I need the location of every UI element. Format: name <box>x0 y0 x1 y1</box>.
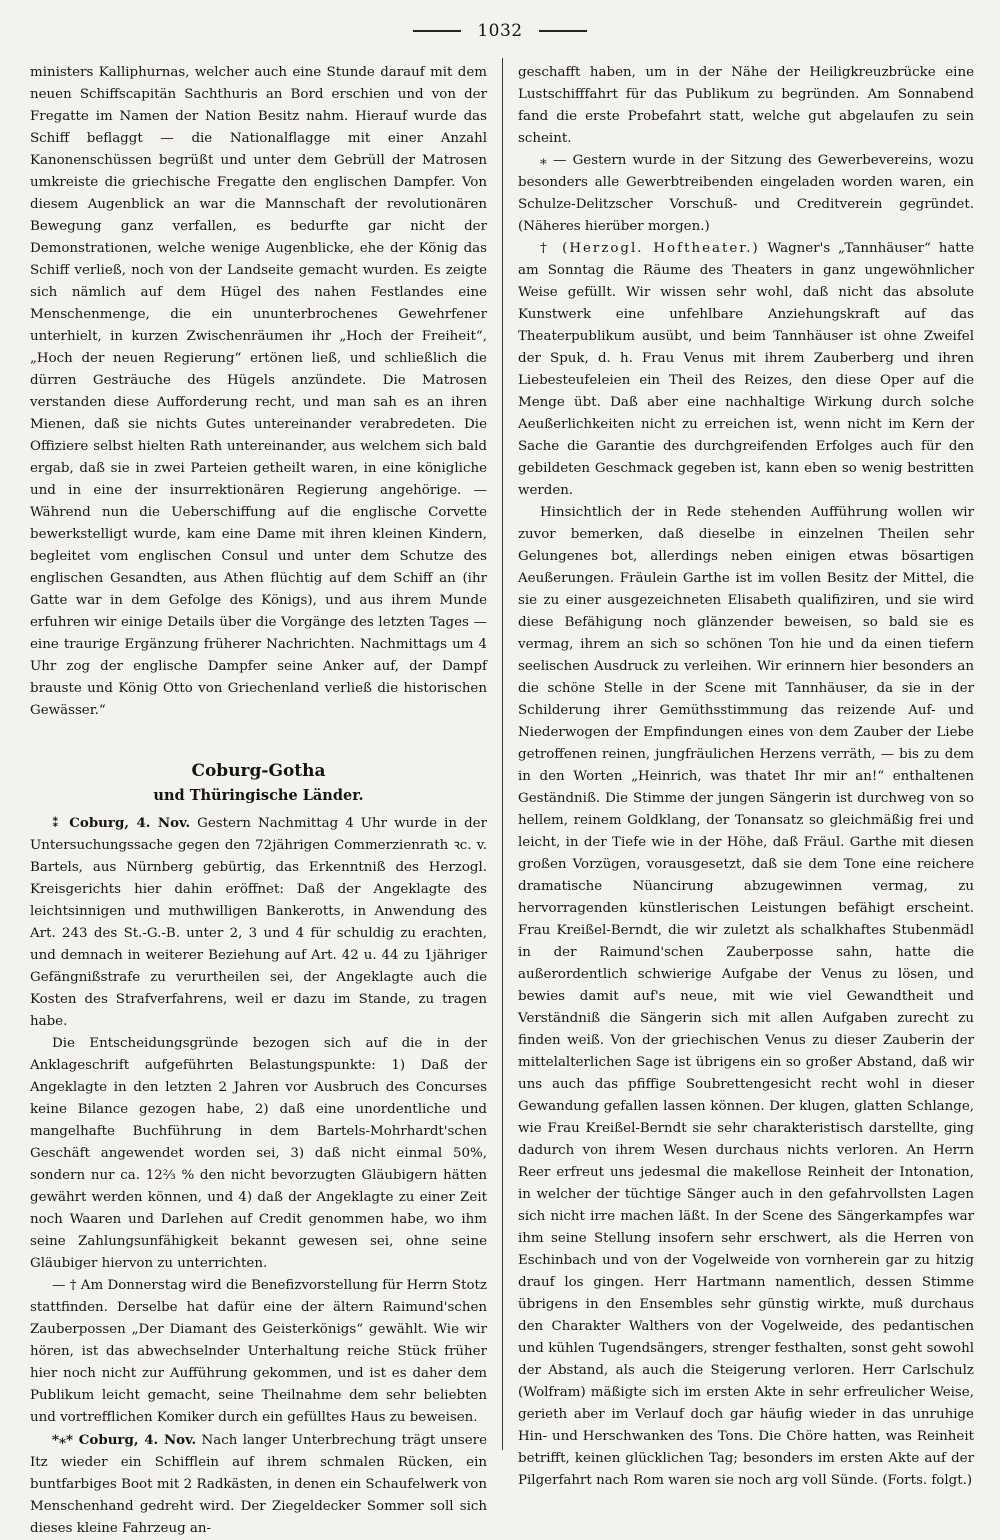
article-body: Nach langer Unterbrechung trägt unsere Itz wieder ein Schifflein auf ihrem schmalen Rücken, ein buntfarbiges Boot mit 2 Radkästen, in denen ein Schaufelwerk von Menschenhand gedreht wird. Der Ziegeldecker Sommer soll sich dieses kleine Fahrzeug an- <box>30 1433 487 1536</box>
article-body: Wagner's „Tannhäuser“ hatte am Sonntag die Räume des Theaters in ganz ungewöhnlicher Weise gefüllt. Wir wissen sehr wohl, daß nicht das absolute Kunstwerk eine unfehlbare Anziehungskraft auf das Theaterpublikum ausübt, und beim Tannhäuser ist ohne Zweifel der Spuk, d. h. Frau Venus mit ihrem Zauberberg und ihren Liebesteufeleien ein Theil des Reizes, den diese Oper auf die Menge übt. Daß aber eine nachhaltige Wirkung durch solche Aeußerlichkeiten nicht zu erreichen ist, wenn nicht im Kern der Sache die Garantie des durchgreifenden Erfolges auch für den gebildeten Geschmack gegeben ist, kann eben so wenig bestritten werden. <box>518 241 974 498</box>
article-dateline: *⁎* Coburg, 4. Nov. <box>52 1432 197 1448</box>
article-body: Gestern Nachmittag 4 Uhr wurde in der Untersuchungssache gegen den 72jährigen Commerzienrath ꝛc. v. Bartels, aus Nürnberg gebürtig, das Erkenntniß des Herzogl. Kreisgerichts hier dahin eröffnet: Daß der Angeklagte des leichtsinnigen und muthwilligen Bankerotts, in Anwendung des Art. 243 des St.-G.-B. unter 2, 3 und 4 für schuldig zu erachten, und demnach in weiterer Beziehung auf Art. 42 u. 44 zu 1jähriger Gefängnißstrafe zu verurtheilen sei, der Angeklagte auch die Kosten des Strafverfahrens, weil er dazu im Stande, zu tragen habe. <box>30 816 487 1029</box>
article-tannhaeuser-review <box>518 238 974 502</box>
section-title: Coburg-Gotha <box>191 761 326 781</box>
article-body: Hinsichtlich der in Rede stehenden Aufführung wollen wir zuvor bemerken, daß dieselbe in einzelnen Theilen sehr Gelungenes bot, allerdings neben einigen etwas bösartigen Aeußerungen. Fräulein Garthe ist im vollen Besitz der Mittel, die sie zu einer ausgezeichneten Elisabeth qualifiziren, und sie wird diese Befähigung noch glänzender beweisen, so bald sie es vermag, ihrem an sich so schönen Ton hie und da einen tiefern seelischen Ausdruck zu verleihen. Wir erinnern hier besonders an die schöne Stelle in der Scene mit Tannhäuser, da sie in der Schilderung ihrer Gemüthsstimmung das reizende Auf- und Niederwogen der Empfindungen eines von dem Zauber der Liebe getroffenen reinen, jungfräulichen Herzens verräth, — bis zu dem in den Worten „Heinrich, was thatet Ihr mir an!“ enthaltenen Geständniß. Die Stimme der jungen Sängerin ist durchweg von so hellem, reinem Goldklang, der Tonansatz so gleichmäßig frei und leicht, in der Tiefe wie in der Höhe, daß Fräul. Garthe mit diesen großen Vorzügen, vorausgesetzt, daß sie dem Tone eine reichere dramatische Nüancirung abzugewinnen vermag, zu hervorragenden künstlerischen Leistungen befähigt erscheint. Frau Kreißel-Berndt, die wir zuletzt als schalkhaftes Stubenmädl in der Raimund'schen Zauberposse sahn, hatte die außerordentlich schwierige Aufgabe der Venus zu lösen, und bewies damit auf's neue, mit wie viel Gewandtheit und Verständniß die Sängerin sich mit allen Aufgaben zurecht zu finden weiß. Von der griechischen Venus zu dieser Zauberin der mittelalterlichen Sage ist übrigens ein so großer Abstand, daß wir uns auch das pfiffige Soubrettengesicht recht wohl in dieser Gewandung gefallen lassen können. Der klugen, glatten Schlange, wie Frau Kreißel-Berndt sie sehr charakteristisch darstellte, ging dadurch von ihrem Wesen durchaus nichts verloren. An Herrn Reer erfreut uns jedesmal die makellose Reinheit der Intonation, in welcher der tüchtige Sänger auch in den gefahrvollsten Lagen sich nicht irre machen läßt. In der Scene des Sängerkampfes war ihm seine Stellung insofern sehr erschwert, als die Herren von Eschinbach und von der Vogelweide von vornherein gar zu hitzig drauf los gingen. Herr Hartmann namentlich, dessen Stimme übrigens in den Ensembles sehr günstig wirkte, muß durchaus den Charakter Walthers von der Vogelweide, des pedantischen und kühlen Tugendsängers, strenger festhalten, sonst geht sowohl der Abstand, als auch die Steigerung verloren. Herr Carlschulz (Wolfram) mäßigte sich im ersten Akte in sehr erfreulicher Weise, gerieth aber im Verlauf doch gar häufig wieder in das unruhige Hin- und Herschwanken des Tons. Die Chöre hatten, was Reinheit betrifft, keinen glücklichen Tag; besonders im ersten Akte auf der Pilgerfahrt nach Rom waren sie noch arg voll Sünde. <box>518 505 974 1488</box>
column-divider <box>502 58 503 1450</box>
continued-note: (Forts. folgt.) <box>882 1473 973 1488</box>
article-credit-union <box>518 150 974 238</box>
article-boat-itz <box>30 1429 487 1540</box>
article-performance-critique <box>518 502 974 1492</box>
article-dateline: ⁑ Coburg, 4. Nov. <box>52 815 191 831</box>
article-body: ⁎ — Gestern wurde in der Sitzung des Gewerbevereins, wozu besonders alle Gewerbtreibenden eingeladen worden waren, ein Schulze-Delitzscher Vorschuß- und Creditverein gegründet. <box>518 153 974 212</box>
page-number: 1032 <box>477 21 523 41</box>
page-header <box>0 14 1000 48</box>
left-column <box>30 62 487 1536</box>
section-subtitle: und Thüringische Länder. <box>153 787 364 804</box>
header-rule-right <box>539 30 587 32</box>
article-bartels-reasons: Die Entscheidungsgründe bezogen sich auf die in der Anklageschrift aufgeführten Belastungspunkte: 1) Daß der Angeklagte in den letzten 2 Jahren vor Ausbruch des Concurses keine Bilance gezogen habe, 2) daß eine unordentliche und mangelhafte Buchführung in dem Bartels-Mohrhardt'schen Geschäft angewendet worden sei, 3) daß nicht einmal 50%, sondern nur ca. 12⅔ % den nicht bevorzugten Gläubigern hätten gewährt werden können, und 4) daß der Angeklagte zu einer Zeit noch Waaren und Darlehen auf Credit genommen habe, wo ihm seine Zahlungsunfähigkeit bekannt gewesen sei, ohne seine Gläubiger hiervon zu unterrichten. <box>30 1036 487 1271</box>
article-lead: † (Herzogl. Hoftheater.) <box>540 241 760 256</box>
article-bartels-verdict <box>30 812 487 1033</box>
header-rule-left <box>413 30 461 32</box>
right-column <box>518 62 974 1488</box>
boat-article-continued: geschafft haben, um in der Nähe der Heiligkreuzbrücke eine Lustschifffahrt für das Publikum zu begründen. Am Sonnabend fand die erste Probefahrt statt, welche gut abgelaufen zu sein scheint. <box>518 65 974 146</box>
article-benefit-performance: — † Am Donnerstag wird die Benefizvorstellung für Herrn Stotz stattfinden. Derselbe hat dafür eine der ältern Raimund'schen Zauberpossen „Der Diamant des Geisterkönigs“ gewählt. Wie wir hören, ist das abwechselnder Unterhaltung reiche Stück früher hier noch nicht zur Aufführung gekommen, und ist es daher dem Publikum leicht gemacht, seine Theilnahme dem sehr beliebten und vortrefflichen Komiker durch ein gefülltes Haus zu beweisen. <box>30 1278 487 1425</box>
article-note: (Näheres hierüber morgen.) <box>518 219 710 234</box>
continued-report-greece: ministers Kalliphurnas, welcher auch eine Stunde darauf mit dem neuen Schiffscapitän Sachthuris an Bord erschien und von der Fregatte im Namen der Nation Besitz nahm. Hierauf wurde das Schiff beflaggt — die Nationalflagge mit einer Anzahl Kanonenschüssen begrüßt und unter dem Gebrüll der Matrosen umkreiste die griechische Fregatte den englischen Dampfer. Von diesem Augenblick an war die Mannschaft der revolutionären Bewegung ganz verfallen, es bedurfte gar nicht der Demonstrationen, welche wenige Augenblicke, ehe der König das Schiff verließ, noch von der Landseite gemacht wurden. Es zeigte sich nämlich auf dem Hügel des nahen Festlandes eine Menschenmenge, die ein ununterbrochenes Gewehrfener unterhielt, in kurzen Zwischenräumen ihr „Hoch der Freiheit“, „Hoch der neuen Regierung“ ertönen ließ, und schließlich die dürren Gesträuche des Hügels anzündete. Die Matrosen verstanden diese Aufforderung recht, und man sah es an ihren Mienen, daß sie nichts Gutes untereinander verabredeten. Die Offiziere selbst hielten Rath untereinander, aus welchem sich bald ergab, daß sie in zwei Parteien getheilt waren, in eine königliche und in eine der insurrektionären Regierung angehörige. — Während nun die Ueberschiffung auf die englische Corvette bewerkstelligt wurde, kam eine Dame mit ihren kleinen Kindern, begleitet vom englischen Consul und unter dem Schutze des englischen Gesandten, aus Athen flüchtig auf dem Schiff an (ihr Gatte war in dem Gefolge des Königs), und aus ihrem Munde erfuhren wir einige Details über die Vorgänge des letzten Tages — eine traurige Ergänzung früherer Nachrichten. Nachmittags um 4 Uhr zog der englische Dampfer seine Anker auf, der Dampf brauste und König Otto von Griechenland verließ die historischen Gewässer.“ <box>30 65 487 718</box>
